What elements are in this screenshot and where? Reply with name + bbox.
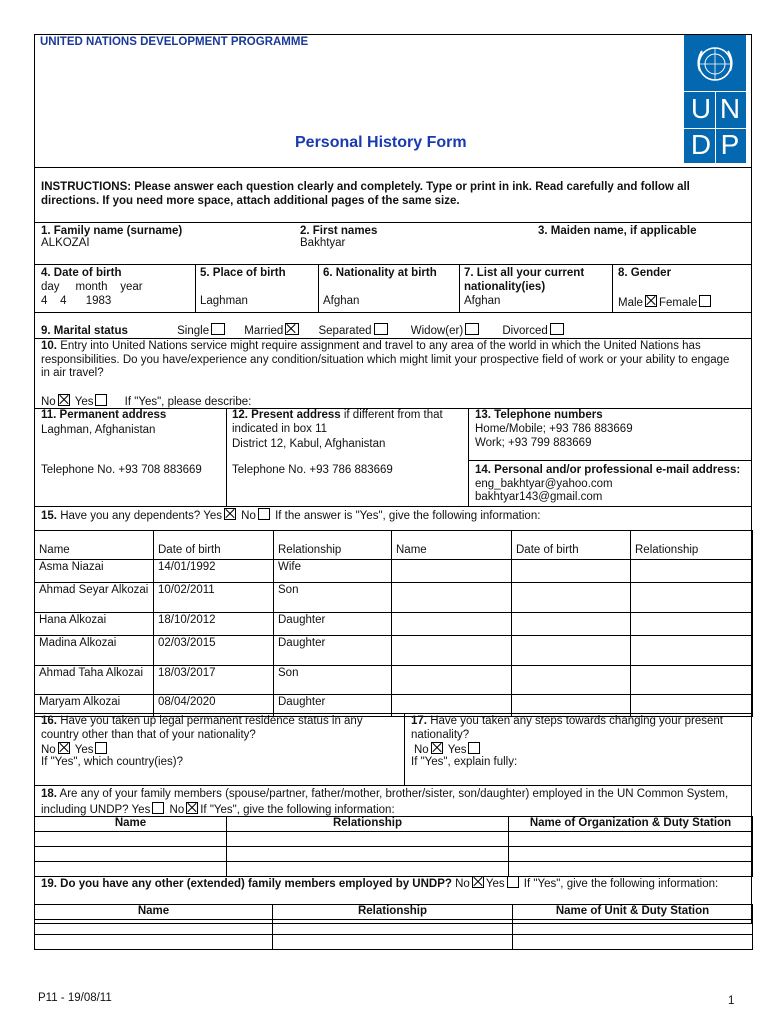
q11-telephone[interactable]: Telephone No. +93 708 883669: [41, 464, 202, 476]
table-row: [35, 832, 753, 847]
separated-checkbox[interactable]: [374, 323, 388, 335]
single-checkbox[interactable]: [211, 323, 225, 335]
q13-label: 13. Telephone numbers: [475, 409, 603, 421]
q5-value[interactable]: Laghman: [200, 295, 248, 307]
q19-cell[interactable]: [513, 920, 753, 935]
org-name: UNITED NATIONS DEVELOPMENT PROGRAMME: [40, 36, 309, 48]
un-emblem-icon: [692, 41, 738, 87]
q4-label: 4. Date of birth: [41, 267, 122, 279]
q18-cell[interactable]: [35, 847, 227, 862]
q18-cell[interactable]: [509, 862, 753, 877]
dep-dob[interactable]: 18/03/2017: [154, 666, 274, 695]
dep-relationship[interactable]: Daughter: [274, 636, 392, 666]
q19-question: 19. Do you have any other (extended) family members employed by UNDP? No Yes If "Yes", give the following information:: [41, 878, 719, 890]
q7-value[interactable]: Afghan: [464, 295, 501, 307]
dep-name[interactable]: Ahmad Taha Alkozai: [35, 666, 154, 695]
dep-name-2[interactable]: [392, 666, 512, 695]
dep-name-2[interactable]: [392, 560, 512, 583]
dep-name[interactable]: Maryam Alkozai: [35, 695, 154, 717]
dep-dob-2[interactable]: [512, 613, 631, 636]
married-checkbox[interactable]: [285, 323, 299, 335]
q14-block: [475, 464, 745, 505]
married-label: Married: [244, 325, 284, 337]
logo-letter-d: D: [690, 129, 712, 160]
dep-name[interactable]: Hana Alkozai: [35, 613, 154, 636]
q10-text: 10. Entry into United Nations service might require assignment and travel to any area of the world in which the United Nations has responsibilities. Do you have/experience any condition/situation which might limit your prospective field of work or your ability to engage in air travel?: [41, 340, 730, 380]
q4-value[interactable]: 4 4 1983: [41, 295, 112, 307]
dep-name-2[interactable]: [392, 636, 512, 666]
q17-if-yes: If "Yes", explain fully:: [411, 756, 518, 768]
dep-header-dob-2: Date of birth: [512, 531, 631, 560]
q19-yes-checkbox[interactable]: [507, 876, 519, 888]
q15-question: 15. Have you any dependents? Yes No If the answer is "Yes", give the following information:: [41, 510, 541, 522]
dep-name[interactable]: Madina Alkozai: [35, 636, 154, 666]
q18-cell[interactable]: [227, 862, 509, 877]
q4-sub: day month year: [41, 281, 143, 293]
q16-if-yes: If "Yes", which country(ies)?: [41, 756, 183, 768]
q5-label: 5. Place of birth: [200, 267, 286, 279]
logo-letter-p: P: [720, 129, 740, 160]
male-checkbox[interactable]: [645, 295, 657, 307]
q15-yes-checkbox[interactable]: [224, 508, 236, 520]
q19-cell[interactable]: [35, 935, 273, 950]
dep-name[interactable]: Ahmad Seyar Alkozai: [35, 583, 154, 613]
table-row: [35, 847, 753, 862]
dep-header-name-2: Name: [392, 531, 512, 560]
q11-label: 11. Permanent address: [41, 409, 167, 421]
table-row: [35, 935, 753, 950]
page-number: 1: [728, 995, 735, 1007]
q17-answers: No Yes: [414, 742, 482, 758]
q18-no-checkbox[interactable]: [186, 802, 198, 814]
table-row: [35, 862, 753, 877]
dep-dob-2[interactable]: [512, 560, 631, 583]
dep-dob[interactable]: 08/04/2020: [154, 695, 274, 717]
dep-relationship-2[interactable]: [631, 613, 753, 636]
q9-label: 9. Marital status: [41, 325, 128, 337]
q7-label: 7. List all your current nationality(ies): [464, 267, 585, 293]
dep-header-relationship: Relationship: [274, 531, 392, 560]
q8-options: [618, 295, 713, 311]
dep-relationship[interactable]: Daughter: [274, 695, 392, 717]
dep-relationship-2[interactable]: [631, 636, 753, 666]
q10-yes-label: Yes: [74, 396, 94, 408]
q19-header-name: Name: [35, 905, 273, 920]
divorced-checkbox[interactable]: [550, 323, 564, 335]
q13-mobile[interactable]: Home/Mobile; +93 786 883669: [475, 423, 633, 435]
table-row: [35, 613, 753, 636]
dep-dob[interactable]: 10/02/2011: [154, 583, 274, 613]
q19-cell[interactable]: [513, 935, 753, 950]
logo-letter-u: U: [690, 93, 712, 124]
instructions: INSTRUCTIONS: Please answer each question clearly and completely. Type or print in ink. Read carefully and follow all directions. If you need more space, attach additional pages of the same size.: [41, 181, 690, 207]
q14-email-2[interactable]: bakhtyar143@gmail.com: [475, 491, 603, 504]
q16-answers: No Yes: [41, 742, 109, 758]
q18-header-name: Name: [35, 817, 227, 832]
undp-logo: [684, 35, 746, 163]
q6-label: 6. Nationality at birth: [323, 267, 437, 279]
widow-label: Widow(er): [410, 325, 464, 337]
q18-header-org: Name of Organization & Duty Station: [509, 817, 753, 832]
dep-dob-2[interactable]: [512, 583, 631, 613]
family-un-table: [34, 816, 752, 877]
dep-header-name: Name: [35, 531, 154, 560]
table-row: [35, 666, 753, 695]
dep-dob[interactable]: 18/10/2012: [154, 613, 274, 636]
q8-label: 8. Gender: [618, 267, 672, 279]
q9-row: [41, 323, 566, 339]
q18-question: 18. Are any of your family members (spouse/partner, father/mother, brother/sister, son/daughter) employed in the UN Common System, including UNDP? Yes No If "Yes", give the following information:: [41, 788, 729, 816]
dependents-table: [34, 530, 752, 717]
dep-name-2[interactable]: [392, 613, 512, 636]
q16-no-checkbox[interactable]: [58, 742, 70, 754]
q18-header-relationship: Relationship: [227, 817, 509, 832]
q10-if-yes: If "Yes", please describe:: [124, 396, 252, 408]
q17-yes-checkbox[interactable]: [468, 742, 480, 754]
q18-cell[interactable]: [35, 832, 227, 847]
dep-dob[interactable]: 14/01/1992: [154, 560, 274, 583]
table-row: [35, 583, 753, 613]
q16-text: 16. Have you taken up legal permanent residence status in any country other than that of your nationality?: [41, 715, 363, 741]
q19-cell[interactable]: [273, 935, 513, 950]
q19-no-checkbox[interactable]: [472, 876, 484, 888]
dep-relationship-2[interactable]: [631, 560, 753, 583]
q16-yes-checkbox[interactable]: [95, 742, 107, 754]
q10-yes-checkbox[interactable]: [95, 394, 107, 406]
form-title: Personal History Form: [295, 134, 467, 151]
female-label: Female: [658, 297, 698, 309]
q10-no-label: No: [41, 396, 56, 408]
q18-cell[interactable]: [227, 847, 509, 862]
table-row: [35, 920, 753, 935]
table-row: [35, 560, 753, 583]
q13-work[interactable]: Work; +93 799 883669: [475, 437, 592, 449]
q1-value[interactable]: ALKOZAI: [41, 237, 90, 249]
female-checkbox[interactable]: [699, 295, 711, 307]
dep-name-2[interactable]: [392, 583, 512, 613]
dep-relationship[interactable]: Daughter: [274, 613, 392, 636]
dep-name[interactable]: Asma Niazai: [35, 560, 154, 583]
dep-dob[interactable]: 02/03/2015: [154, 636, 274, 666]
q18-cell[interactable]: [509, 847, 753, 862]
q14-email-1[interactable]: eng_bakhtyar@yahoo.com: [475, 477, 613, 490]
q17-text: 17. Have you taken any steps towards changing your present nationality?: [411, 715, 723, 741]
form-code: P11 - 19/08/11: [38, 992, 112, 1004]
dep-relationship[interactable]: Son: [274, 583, 392, 613]
q19-cell[interactable]: [35, 920, 273, 935]
divorced-label: Divorced: [502, 325, 548, 337]
q10-no-checkbox[interactable]: [58, 394, 70, 406]
q12-telephone[interactable]: Telephone No. +93 786 883669: [232, 464, 393, 476]
dep-header-dob: Date of birth: [154, 531, 274, 560]
dep-relationship-2[interactable]: [631, 666, 753, 695]
q12-label: 12. Present address if different from that indicated in box 11: [232, 409, 443, 435]
dep-relationship[interactable]: Wife: [274, 560, 392, 583]
q19-header-relationship: Relationship: [273, 905, 513, 920]
table-row: [35, 636, 753, 666]
q19-header-unit: Name of Unit & Duty Station: [513, 905, 753, 920]
dep-dob-2[interactable]: [512, 636, 631, 666]
male-label: Male: [618, 297, 643, 309]
q18-cell[interactable]: [227, 832, 509, 847]
q14-label: 14. Personal and/or professional e-mail address:: [475, 464, 741, 476]
widow-checkbox[interactable]: [465, 323, 479, 335]
q18-yes-checkbox[interactable]: [152, 802, 164, 814]
q17-no-checkbox[interactable]: [431, 742, 443, 754]
q18-cell[interactable]: [509, 832, 753, 847]
dep-relationship-2[interactable]: [631, 583, 753, 613]
q2-label: 2. First names: [300, 225, 378, 237]
logo-letter-n: N: [719, 93, 741, 124]
q11-address[interactable]: Laghman, Afghanistan: [41, 424, 156, 436]
single-label: Single: [177, 325, 210, 337]
q1-label: 1. Family name (surname): [41, 225, 183, 237]
q6-value[interactable]: Afghan: [323, 295, 360, 307]
q3-label: 3. Maiden name, if applicable: [538, 225, 697, 237]
dep-dob-2[interactable]: [512, 666, 631, 695]
separated-label: Separated: [318, 325, 372, 337]
q2-value[interactable]: Bakhtyar: [300, 237, 346, 249]
family-undp-table: [34, 904, 752, 950]
dep-header-relationship-2: Relationship: [631, 531, 753, 560]
q18-cell[interactable]: [35, 862, 227, 877]
q19-cell[interactable]: [273, 920, 513, 935]
dep-relationship[interactable]: Son: [274, 666, 392, 695]
q15-no-checkbox[interactable]: [258, 508, 270, 520]
q12-address[interactable]: District 12, Kabul, Afghanistan: [232, 438, 386, 450]
